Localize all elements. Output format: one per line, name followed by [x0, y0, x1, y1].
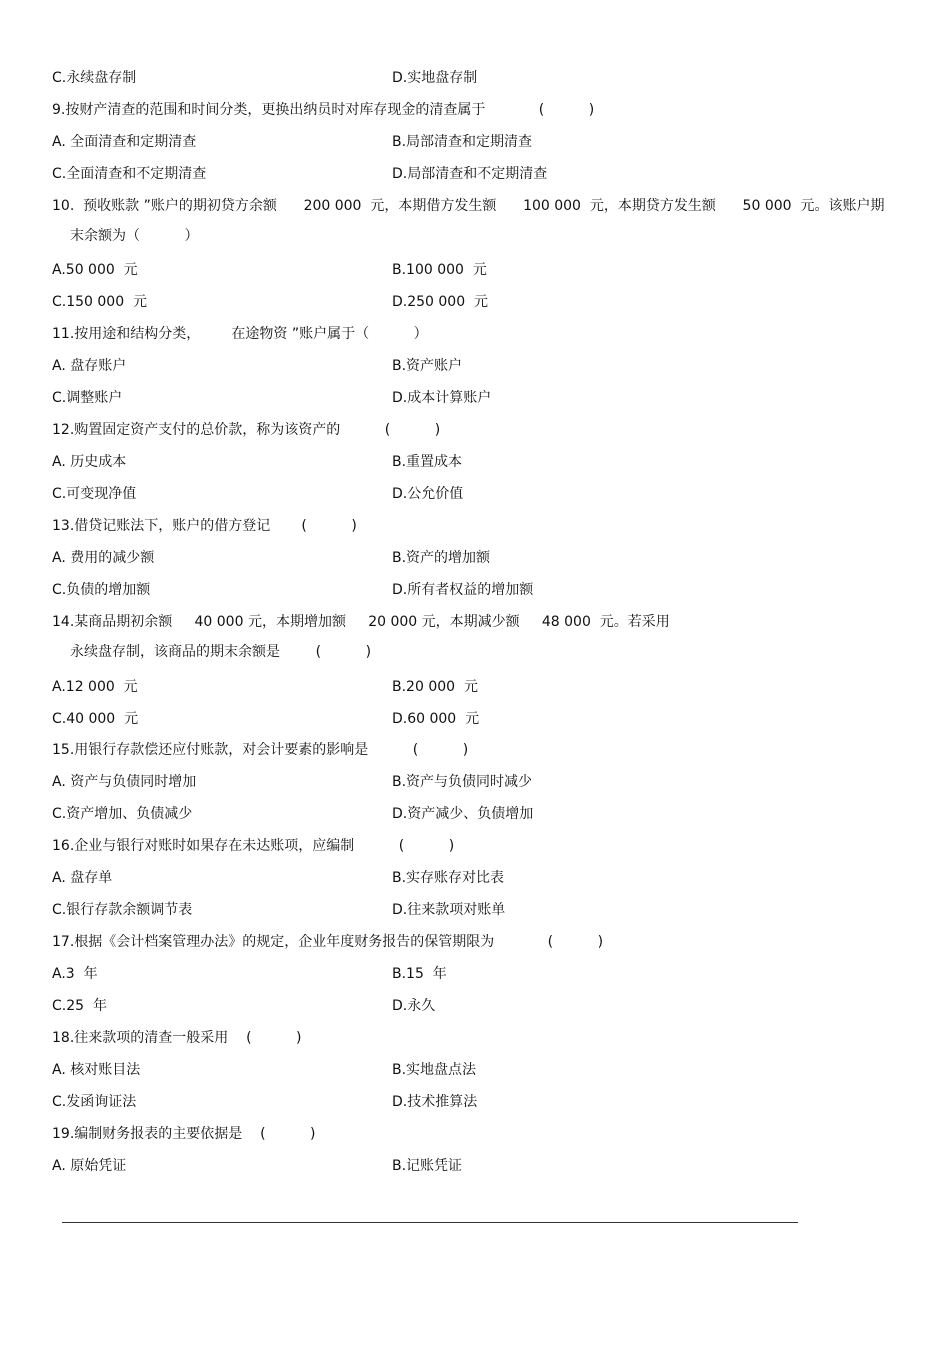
q10-stem-line2: 末余额为（ ）	[70, 228, 199, 244]
q8-option-d: D.实地盘存制	[392, 70, 478, 86]
q9-option-a: A. 全面清查和定期清查	[52, 134, 197, 150]
q14-option-a: A.12 000 元	[52, 679, 138, 695]
q10-option-a: A.50 000 元	[52, 262, 138, 278]
q19-option-a: A. 原始凭证	[52, 1158, 127, 1174]
q17-stem: 17.根据《会计档案管理办法》的规定，企业年度财务报告的保管期限为 ( )	[52, 934, 604, 950]
q15-option-c: C.资产增加、负债减少	[52, 806, 193, 822]
q12-stem: 12.购置固定资产支付的总价款，称为该资产的 ( )	[52, 422, 441, 438]
q10-option-c: C.150 000 元	[52, 294, 148, 310]
q18-option-c: C.发函询证法	[52, 1094, 137, 1110]
q11-stem: 11.按用途和结构分类， 在途物资 ”账户属于（ ）	[52, 326, 428, 342]
q17-option-d: D.永久	[392, 998, 436, 1014]
q15-option-a: A. 资产与负债同时增加	[52, 774, 197, 790]
q19-option-b: B.记账凭证	[392, 1158, 463, 1174]
q14-option-d: D.60 000 元	[392, 711, 480, 727]
q17-option-c: C.25 年	[52, 998, 107, 1014]
q10-stem-line1: 10. 预收账款 ”账户的期初贷方余额 200 000 元，本期借方发生额 100 000 元，本期贷方发生额 50 000 元。该账户期	[52, 198, 885, 214]
q18-option-b: B.实地盘点法	[392, 1062, 477, 1078]
q11-option-c: C.调整账户	[52, 390, 123, 406]
q16-stem: 16.企业与银行对账时如果存在未达账项，应编制 ( )	[52, 838, 455, 854]
q16-option-d: D.往来款项对账单	[392, 902, 506, 918]
q9-option-c: C.全面清查和不定期清查	[52, 166, 207, 182]
q19-stem: 19.编制财务报表的主要依据是 ( )	[52, 1126, 316, 1142]
q18-option-a: A. 核对账目法	[52, 1062, 141, 1078]
q14-option-b: B.20 000 元	[392, 679, 478, 695]
q17-option-a: A.3 年	[52, 966, 98, 982]
q11-option-a: A. 盘存账户	[52, 358, 127, 374]
q13-option-d: D.所有者权益的增加额	[392, 582, 534, 598]
q9-option-b: B.局部清查和定期清查	[392, 134, 533, 150]
q18-stem: 18.往来款项的清查一般采用 ( )	[52, 1030, 302, 1046]
footer-divider	[62, 1222, 798, 1223]
q15-option-d: D.资产减少、负债增加	[392, 806, 534, 822]
q11-option-d: D.成本计算账户	[392, 390, 492, 406]
q16-option-c: C.银行存款余额调节表	[52, 902, 193, 918]
q15-stem: 15.用银行存款偿还应付账款，对会计要素的影响是 ( )	[52, 742, 469, 758]
q12-option-d: D.公允价值	[392, 486, 464, 502]
q12-option-b: B.重置成本	[392, 454, 463, 470]
q15-option-b: B.资产与负债同时减少	[392, 774, 533, 790]
q10-option-b: B.100 000 元	[392, 262, 487, 278]
q16-option-a: A. 盘存单	[52, 870, 113, 886]
q13-option-a: A. 费用的减少额	[52, 550, 155, 566]
q13-option-b: B.资产的增加额	[392, 550, 491, 566]
q17-option-b: B.15 年	[392, 966, 447, 982]
q14-stem-line2: 永续盘存制，该商品的期末余额是 ( )	[70, 644, 372, 660]
q12-option-c: C.可变现净值	[52, 486, 137, 502]
q11-option-b: B.资产账户	[392, 358, 463, 374]
q14-stem-line1: 14.某商品期初余额 40 000 元，本期增加额 20 000 元，本期减少额 48 000 元。若采用	[52, 614, 670, 630]
q12-option-a: A. 历史成本	[52, 454, 127, 470]
q13-stem: 13.借贷记账法下，账户的借方登记 ( )	[52, 518, 357, 534]
q13-option-c: C.负债的增加额	[52, 582, 151, 598]
q9-option-d: D.局部清查和不定期清查	[392, 166, 548, 182]
q14-option-c: C.40 000 元	[52, 711, 139, 727]
q9-stem: 9.按财产清查的范围和时间分类，更换出纳员时对库存现金的清查属于 ( )	[52, 102, 595, 118]
q16-option-b: B.实存账存对比表	[392, 870, 505, 886]
q8-option-c: C.永续盘存制	[52, 70, 137, 86]
q10-option-d: D.250 000 元	[392, 294, 489, 310]
q18-option-d: D.技术推算法	[392, 1094, 478, 1110]
